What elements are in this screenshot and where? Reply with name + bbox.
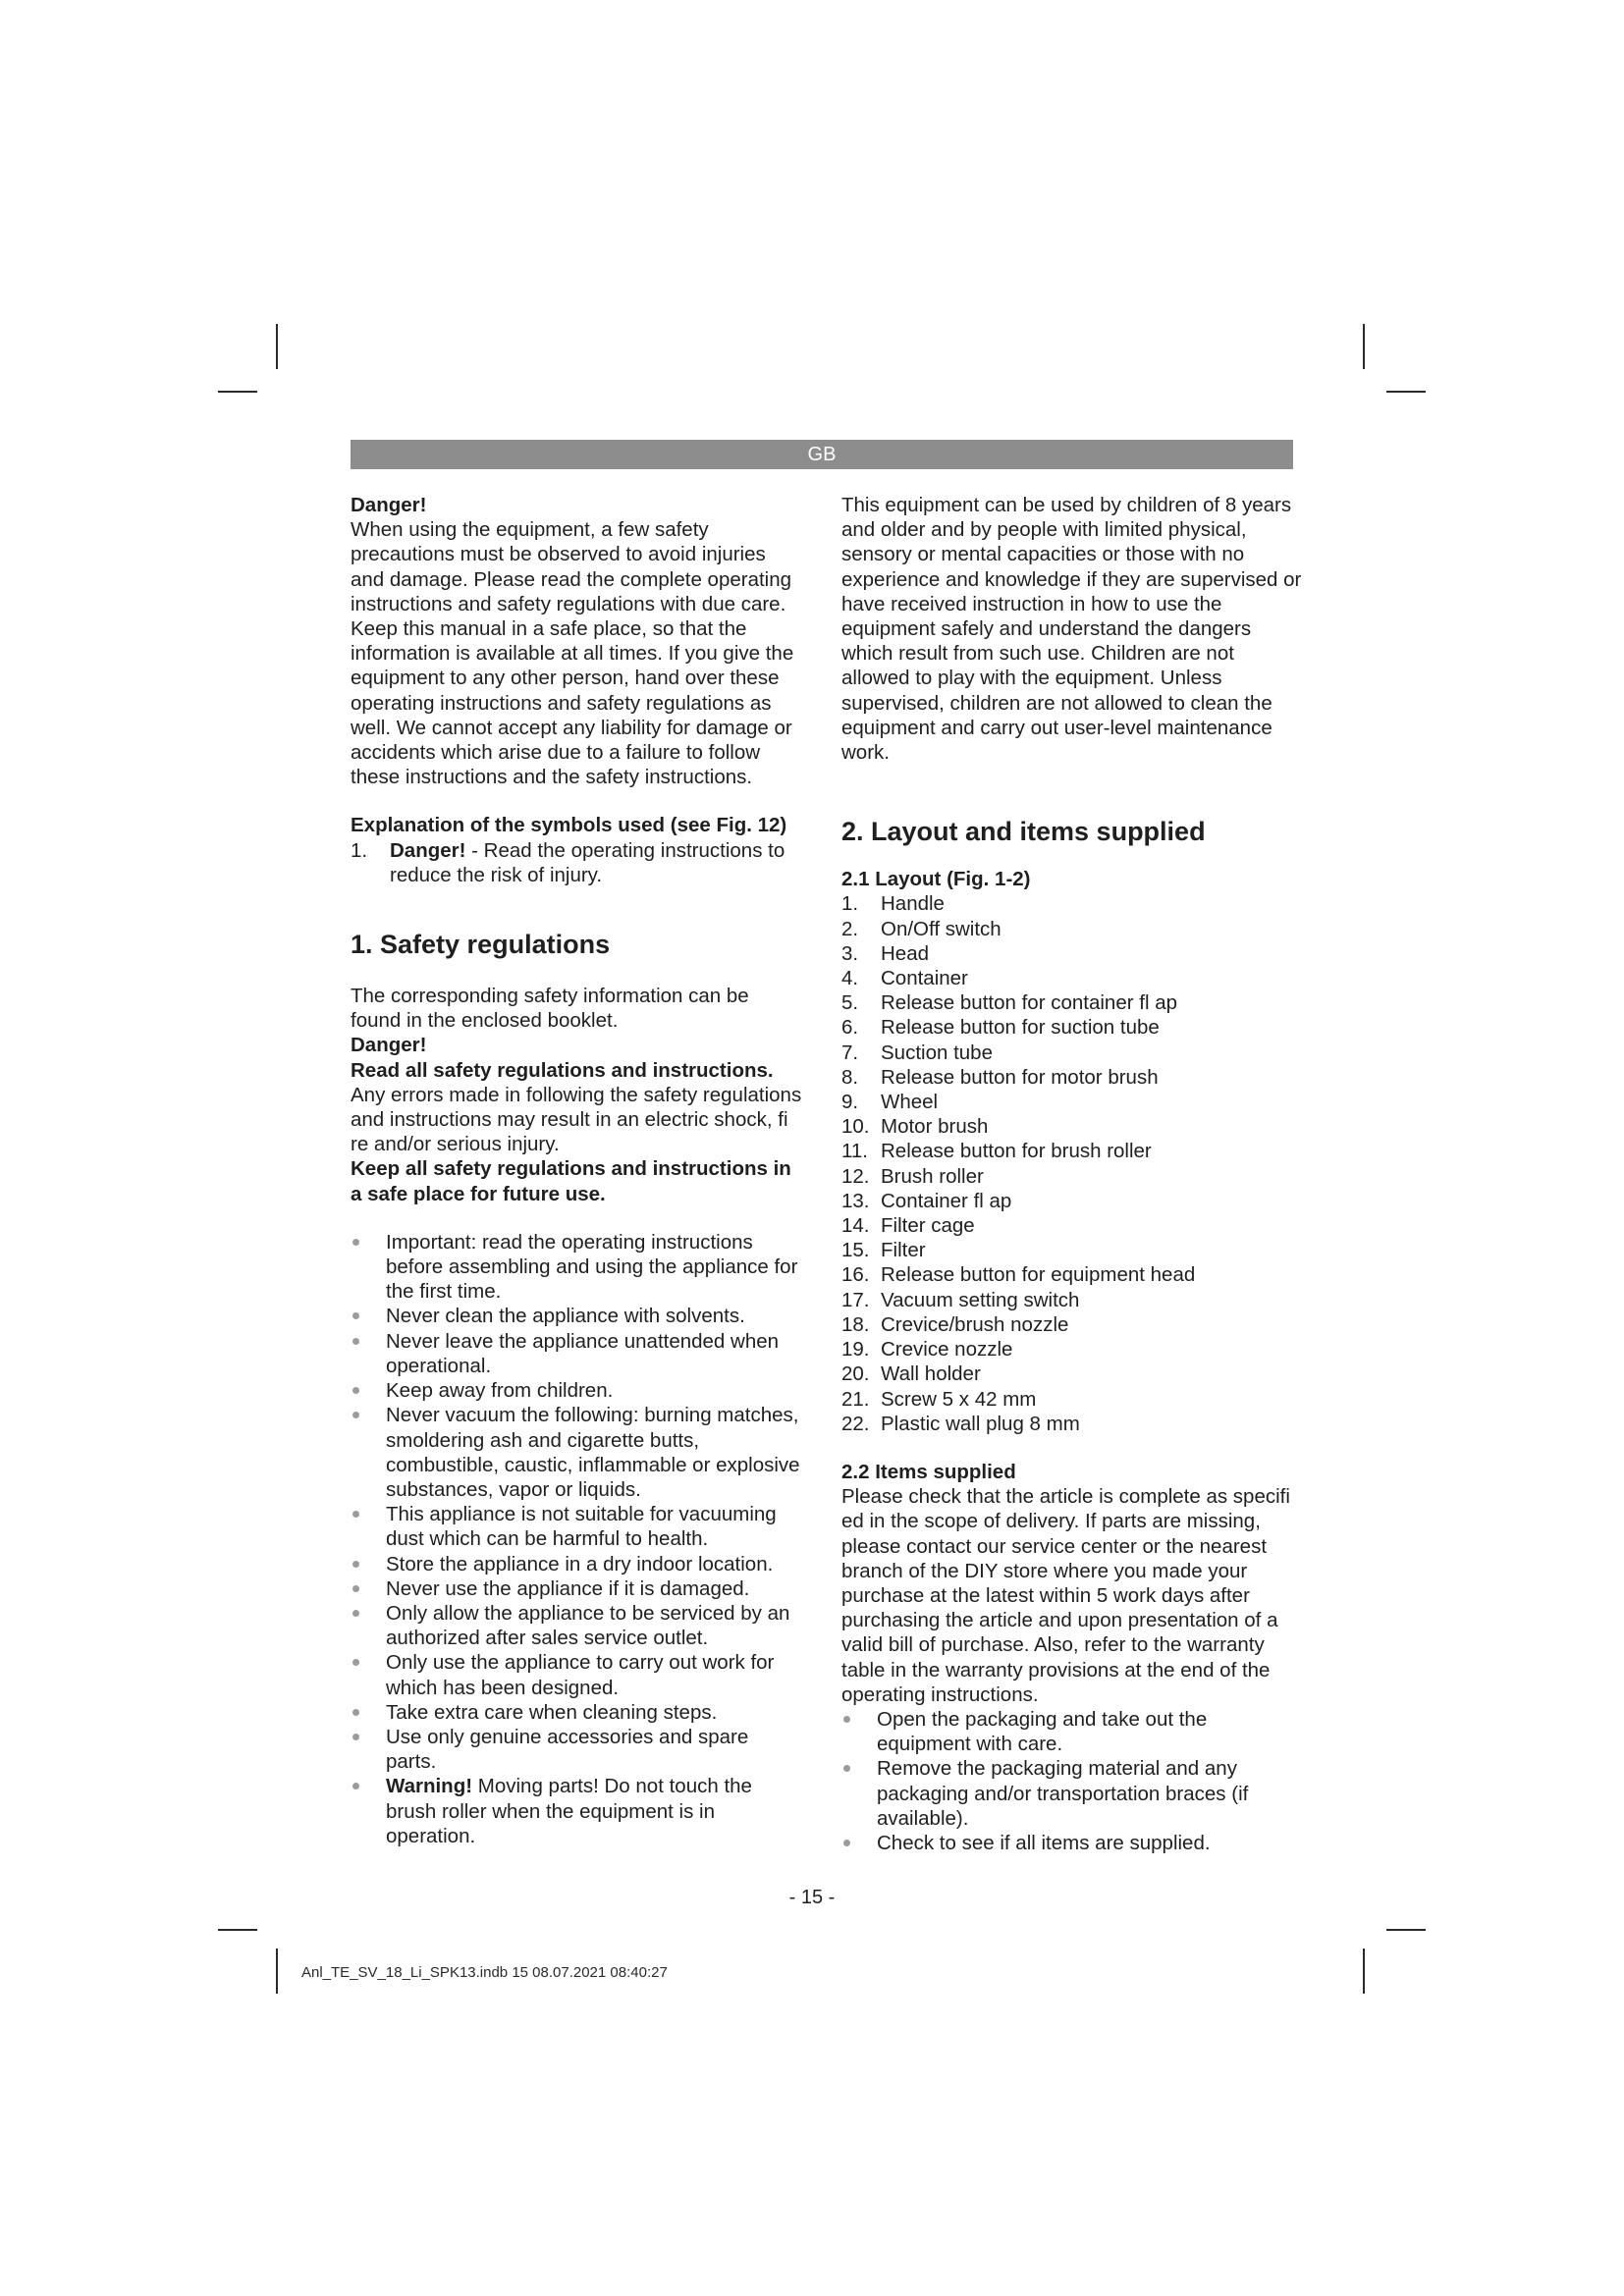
- item-number: 3.: [841, 941, 859, 965]
- list-item: [841, 1238, 1303, 1262]
- warning-text: Moving parts! Do not touch the brush roller when the equipment is in operation.: [386, 1775, 752, 1847]
- list-item: [841, 1164, 1303, 1189]
- list-item: [841, 1090, 1303, 1114]
- list-item: [841, 1337, 1303, 1362]
- list-item: This appliance is not suitable for vacuuming dust which can be harmful to health.: [351, 1502, 804, 1551]
- list-item: [841, 1213, 1303, 1238]
- parts-list: [841, 891, 1303, 1435]
- item-label: Container: [881, 967, 968, 990]
- keep-all-text: Keep all safety regulations and instructions in a safe place for future use.: [351, 1157, 791, 1205]
- list-item: [841, 1189, 1303, 1213]
- page-number: - 15 -: [788, 1887, 836, 1908]
- item-label: Release button for equipment head: [881, 1263, 1196, 1287]
- list-item: Store the appliance in a dry indoor location.: [351, 1552, 804, 1576]
- item-label: Motor brush: [881, 1115, 989, 1139]
- list-item: Only use the appliance to carry out work for which has been designed.: [351, 1650, 804, 1699]
- list-item: [351, 1774, 804, 1848]
- item-label: Release button for container fl ap: [881, 991, 1177, 1015]
- right-column: [841, 493, 1303, 1855]
- item-number: 9.: [841, 1091, 859, 1114]
- item-label: Filter cage: [881, 1214, 975, 1238]
- item-number: 18.: [841, 1312, 870, 1336]
- list-item: [841, 1065, 1303, 1090]
- list-item: Remove the packaging material and any packaging and/or transportation braces (if available).: [841, 1756, 1303, 1831]
- item-number: 5.: [841, 991, 859, 1015]
- item-label: Wall holder: [881, 1362, 981, 1386]
- list-item: [841, 1362, 1303, 1386]
- item-label: Wheel: [881, 1091, 939, 1114]
- item-label: Release button for brush roller: [881, 1140, 1152, 1163]
- item-number: 7.: [841, 1041, 859, 1064]
- item-label: Head: [881, 941, 930, 965]
- list-item: [841, 941, 1303, 966]
- item-label: On/Off switch: [881, 917, 1001, 940]
- list-item: [841, 1114, 1303, 1139]
- list-item: Never clean the appliance with solvents.: [351, 1304, 804, 1328]
- item-number: 6.: [841, 1016, 859, 1040]
- crop-mark: [218, 1929, 257, 1931]
- item-label: Crevice/brush nozzle: [881, 1312, 1069, 1336]
- item-number: 11.: [841, 1140, 868, 1163]
- danger-label: Danger!: [351, 1034, 427, 1057]
- item-number: 22.: [841, 1412, 870, 1435]
- intro-heading: Danger!: [351, 494, 427, 516]
- item-bold: Danger!: [390, 838, 466, 862]
- warning-bullet: [351, 1774, 804, 1848]
- crop-mark: [1363, 324, 1365, 369]
- items-text: Please check that the article is complete as specifi ed in the scope of delivery. If parts are missing, please contact our service center or the nearest branch of the DIY store where you made your purchase at the latest within 5 work days after purchasing the article and upon presentation of a valid bill of purchase. Also, refer to the warranty table in the warranty provisions at the end of the operating instructions.: [841, 1485, 1290, 1706]
- item-number: 15.: [841, 1239, 870, 1262]
- safety-bullets: [351, 1230, 804, 1774]
- language-header-bar: [351, 440, 1293, 469]
- item-text: - Read the operating instructions to reduce the risk of injury.: [390, 838, 785, 886]
- item-number: 19.: [841, 1338, 870, 1362]
- layout-subheading: 2.1 Layout (Fig. 1-2): [841, 868, 1031, 891]
- list-item: Keep away from children.: [351, 1378, 804, 1403]
- item-number: 1.: [841, 892, 859, 916]
- list-item: [841, 1312, 1303, 1337]
- item-label: Release button for suction tube: [881, 1016, 1160, 1040]
- crop-mark: [218, 391, 257, 393]
- item-label: Plastic wall plug 8 mm: [881, 1412, 1080, 1435]
- language-label: GB: [807, 443, 837, 465]
- list-item: Important: read the operating instructions before assembling and using the appliance for the first time.: [351, 1230, 804, 1305]
- list-item: [841, 891, 1303, 916]
- items-bullets: [841, 1707, 1303, 1855]
- crop-mark: [276, 324, 278, 369]
- item-number: 13.: [841, 1189, 870, 1212]
- list-item: [841, 1041, 1303, 1065]
- list-item: Check to see if all items are supplied.: [841, 1831, 1303, 1855]
- list-item: [841, 1262, 1303, 1287]
- crop-mark: [1386, 1929, 1426, 1931]
- list-item: [841, 1288, 1303, 1312]
- safety-intro: The corresponding safety information can be found in the enclosed booklet.: [351, 985, 749, 1033]
- item-label: Container fl ap: [881, 1189, 1012, 1212]
- item-number: 10.: [841, 1115, 870, 1139]
- file-info: Anl_TE_SV_18_Li_SPK13.indb 15 08.07.2021 08:40:27: [301, 1964, 668, 1981]
- list-item: [351, 838, 804, 887]
- intro-text: When using the equipment, a few safety precautions must be observed to avoid injuries and damage. Please read the complete operating instructions and safety regulations with due care. Keep this manual in a safe place, so that the information is available at all times. If you give the equipment to any other person, hand over these operating instructions and safety regulations as well. We cannot accept any liability for damage or accidents which arise due to a failure to follow these instructions and the safety instructions.: [351, 518, 794, 789]
- item-label: Release button for motor brush: [881, 1065, 1159, 1089]
- list-item: [841, 1139, 1303, 1163]
- item-label: Vacuum setting switch: [881, 1288, 1080, 1311]
- item-label: Crevice nozzle: [881, 1338, 1013, 1362]
- item-number: 12.: [841, 1164, 870, 1188]
- item-label: Brush roller: [881, 1164, 984, 1188]
- list-item: Only allow the appliance to be serviced by an authorized after sales service outlet.: [351, 1601, 804, 1650]
- children-text: This equipment can be used by children of 8 years and older and by people with limited physical, sensory or mental capacities or those with no experience and knowledge if they are supervised or have received instruction in how to use the equipment safely and understand the dangers which result from such use. Children are not allowed to play with the equipment. Unless supervised, children are not allowed to clean the equipment and carry out user-level maintenance work.: [841, 494, 1302, 765]
- item-number: 16.: [841, 1263, 870, 1287]
- item-number: 14.: [841, 1214, 870, 1238]
- item-number: 1.: [351, 838, 368, 862]
- crop-mark: [276, 1949, 278, 1994]
- left-column: [351, 493, 804, 1848]
- item-number: 21.: [841, 1387, 870, 1411]
- list-item: Never vacuum the following: burning matches, smoldering ash and cigarette butts, combustible, caustic, inflammable or explosive substances, vapor or liquids.: [351, 1403, 804, 1502]
- item-number: 4.: [841, 967, 859, 990]
- item-number: 2.: [841, 917, 859, 940]
- list-item: Never use the appliance if it is damaged.: [351, 1576, 804, 1601]
- symbols-heading: Explanation of the symbols used (see Fig. 12): [351, 814, 787, 837]
- list-item: [841, 1412, 1303, 1436]
- symbols-list: [351, 838, 804, 887]
- list-item: [841, 966, 1303, 990]
- list-item: Take extra care when cleaning steps.: [351, 1700, 804, 1725]
- list-item: [841, 1387, 1303, 1412]
- items-subheading: 2.2 Items supplied: [841, 1460, 1016, 1483]
- item-label: Screw 5 x 42 mm: [881, 1387, 1037, 1411]
- errors-text: Any errors made in following the safety regulations and instructions may result in an electric shock, fi re and/or serious injury.: [351, 1083, 802, 1156]
- item-number: 20.: [841, 1362, 870, 1386]
- crop-mark: [1363, 1949, 1365, 1994]
- list-item: Open the packaging and take out the equipment with care.: [841, 1707, 1303, 1756]
- read-all-text: Read all safety regulations and instructions.: [351, 1058, 774, 1082]
- item-number: 8.: [841, 1065, 859, 1089]
- list-item: [841, 1015, 1303, 1040]
- item-number: 17.: [841, 1288, 870, 1311]
- list-item: [841, 990, 1303, 1015]
- list-item: Never leave the appliance unattended when operational.: [351, 1329, 804, 1378]
- layout-heading: 2. Layout and items supplied: [841, 817, 1206, 847]
- safety-heading: 1. Safety regulations: [351, 930, 611, 960]
- item-label: Suction tube: [881, 1041, 993, 1064]
- list-item: Use only genuine accessories and spare parts.: [351, 1725, 804, 1774]
- item-label: Filter: [881, 1239, 926, 1262]
- crop-mark: [1386, 391, 1426, 393]
- warning-bold: Warning!: [386, 1775, 473, 1798]
- item-label: Handle: [881, 892, 945, 916]
- list-item: [841, 917, 1303, 941]
